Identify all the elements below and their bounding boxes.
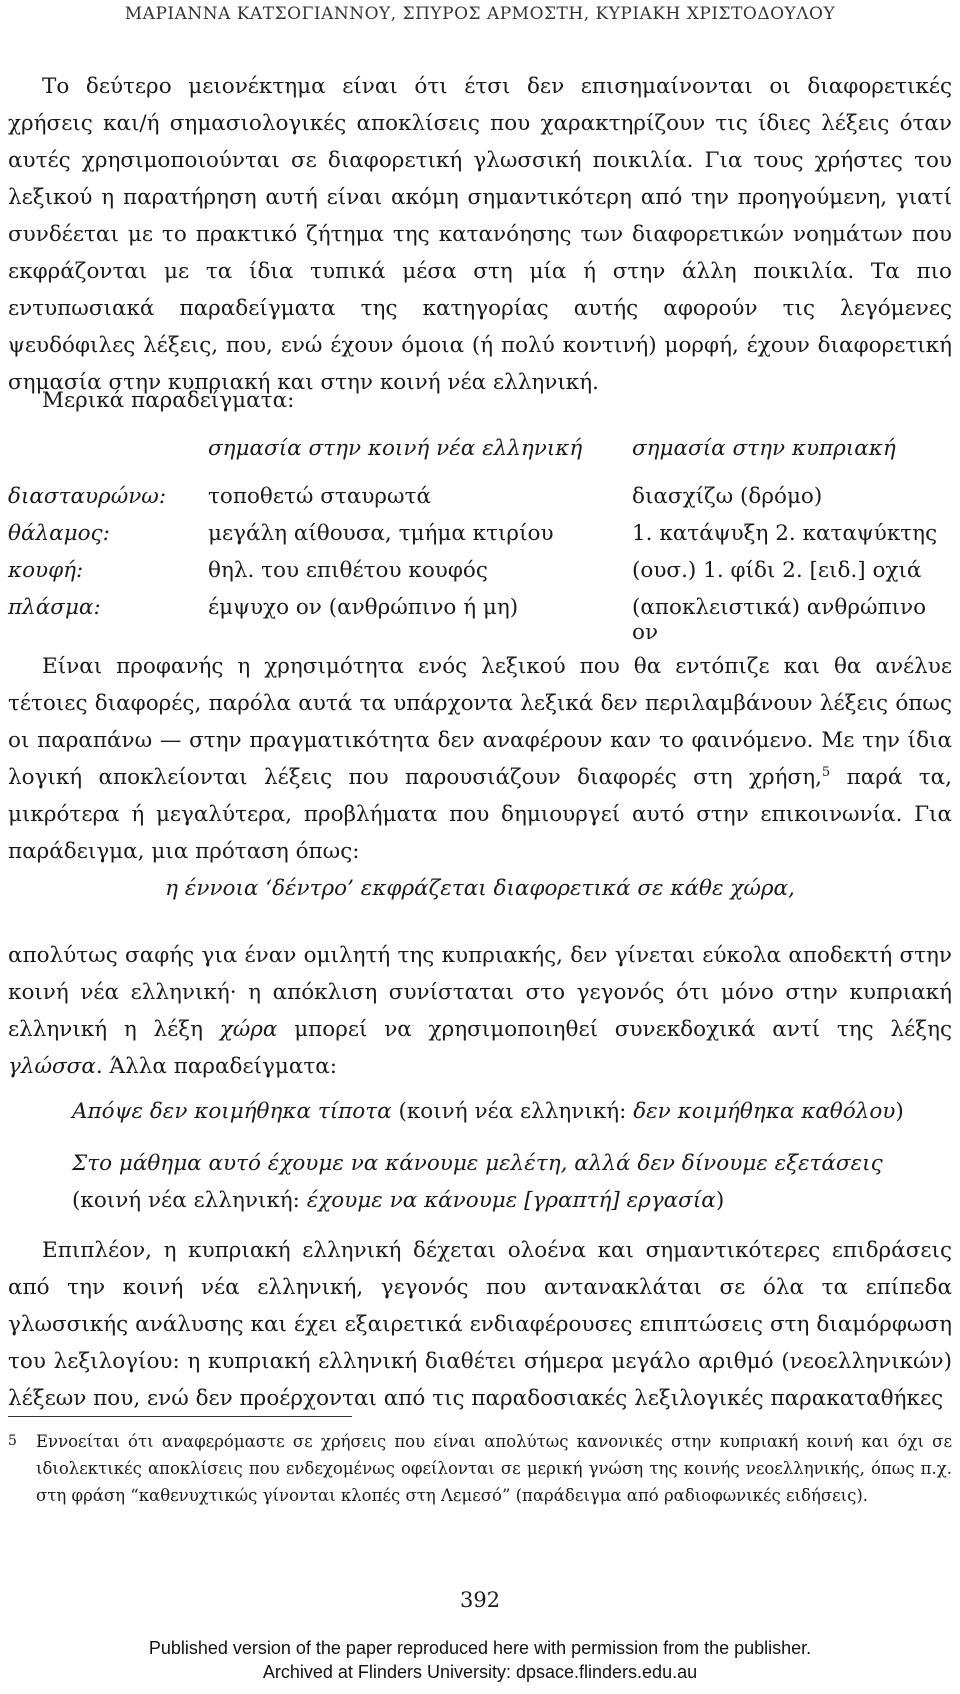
footnote <box>8 1428 952 1509</box>
paragraph-3-part-a: απολύτως σαφής για έναν ομιλητή της κυπριακής, δεν γίνεται εύκολα αποδεκτή στην κοινή νέα ελληνική· η απόκλιση συνίσταται στο γεγονός ότι μόνο στην κυπριακή ελληνική η λέξη <box>8 943 952 1042</box>
table-header-row <box>8 436 952 484</box>
paragraph-2 <box>8 648 952 870</box>
example-1 <box>72 1093 952 1130</box>
paragraph-4 <box>8 1232 952 1417</box>
table-cell-word: διασταυρώνω: <box>8 484 167 509</box>
publisher-notice <box>0 1636 960 1684</box>
paragraph-3-em-1: χώρα <box>219 1017 278 1042</box>
table-cell-cng: θηλ. του επιθέτου κουφός <box>208 558 488 583</box>
paragraph-2-part-a: Είναι προφανής η χρησιμότητα ενός λεξικού που θα εντόπιζε και θα ανέλυε τέτοιες διαφορές, παρόλα αυτά τα υπάρχοντα λεξικά δεν περιλαμβάνουν λέξεις όπως οι παραπάνω — στην πραγματικότητα δεν αναφέρουν καν το φαινόμενο. Με την ίδια λογική αποκλείονται λέξεις που παρουσιάζουν διαφορές στη χρήση, <box>8 654 952 790</box>
table-cell-cy: (αποκλειστικά) ανθρώπινο ον <box>632 595 927 645</box>
example-2-gloss-open: (κοινή νέα ελληνική: <box>72 1188 307 1213</box>
table-cell-cng: έμψυχο ον (ανθρώπινο ή μη) <box>208 595 519 620</box>
table-row <box>8 558 952 595</box>
paragraph-1 <box>8 68 952 401</box>
running-head: ΜΑΡΙΑΝΝΑ ΚΑΤΣΟΓΙΑΝΝΟΥ, ΣΠΥΡΟΣ ΑΡΜΟΣΤΗ, ΚΥΡΙΑΚΗ ΧΡΙΣΤΟΔΟΥΛΟΥ <box>124 4 836 24</box>
table-header-cng: σημασία στην κοινή νέα ελληνική <box>208 436 583 461</box>
table-cell-cng: τοποθετώ σταυρωτά <box>208 484 431 509</box>
paragraph-2-part-b: παρά τα, μικρότερα ή μεγαλύτερα, προβλήματα που δημιουργεί αυτό στην επικοινωνία. Για παράδειγμα, μια πρόταση όπως: <box>8 765 952 864</box>
example-1-sentence: Απόψε δεν κοιμήθηκα τίποτα <box>72 1099 392 1124</box>
page-number: 392 <box>459 1588 501 1612</box>
paragraph-3-text <box>8 937 952 1085</box>
footnote-ref[interactable]: 5 <box>821 764 831 780</box>
example-2-gloss-close: ) <box>715 1188 725 1213</box>
table-cell-cy: (ουσ.) 1. φίδι 2. [ειδ.] οχιά <box>632 558 922 583</box>
example-2-gloss: έχουμε να κάνουμε [γραπτή] εργασία <box>306 1188 716 1213</box>
paragraph-2-text <box>8 648 952 870</box>
example-2 <box>72 1145 952 1219</box>
table-header-cy: σημασία στην κυπριακή <box>632 436 896 461</box>
table-cell-word: θάλαμος: <box>8 521 110 546</box>
paragraph-3-em-2: γλώσσα <box>8 1054 96 1079</box>
table-row <box>8 484 952 521</box>
table-row <box>8 521 952 558</box>
false-friends-table <box>8 436 952 645</box>
table-cell-cng: μεγάλη αίθουσα, τμήμα κτιρίου <box>208 521 554 546</box>
paragraph-1-text: Το δεύτερο μειονέκτημα είναι ότι έτσι δεν επισημαίνονται οι διαφορετικές χρήσεις και/ή σημασιολογικές αποκλίσεις που χαρακτηρίζουν τις ίδιες λέξεις όταν αυτές χρησιμοποιούνται σε διαφορετική γλωσσική ποικιλία. Για τους χρήστες του λεξικού η παρατήρηση αυτή είναι ακόμη σημαντικότερη από την προηγούμενη, γιατί συνδέεται με το πρακτικό ζήτημα της κατανόησης των διαφορετικών νοημάτων που εκφράζονται με τα ίδια τυπικά μέσα στη μία ή στην άλλη ποικιλία. Τα πιο εντυπωσιακά παραδείγματα της κατηγορίας αυτής αφορούν τις λεγόμενες ψευδόφιλες λέξεις, που, ενώ έχουν όμοια (ή πολύ κοντινή) μορφή, έχουν διαφορετική σημασία στην κυπριακή και στην κοινή νέα ελληνική. <box>8 74 952 395</box>
example-2-sentence: Στο μάθημα αυτό έχουμε να κάνουμε μελέτη, αλλά δεν δίνουμε εξετάσεις <box>72 1151 883 1176</box>
example-1-gloss-close: ) <box>895 1099 904 1124</box>
centered-example: η έννοια ‘δέντρο’ εκφράζεται διαφορετικά σε κάθε χώρα, <box>165 876 795 901</box>
publisher-notice-line-2: Archived at Flinders University: dpsace.flinders.edu.au <box>262 1662 698 1682</box>
footnote-number: 5 <box>8 1433 17 1449</box>
paragraph-3-part-b: μπορεί να χρησιμοποιηθεί συνεκδοχικά αντί της λέξης <box>277 1017 953 1042</box>
examples-label: Μερικά παραδείγματα: <box>42 388 295 413</box>
table-row <box>8 595 952 645</box>
example-1-gloss-open: (κοινή νέα ελληνική: <box>391 1099 634 1124</box>
table-cell-cy: 1. κατάψυξη 2. καταψύκτης <box>632 521 938 546</box>
table-cell-cy: διασχίζω (δρόμο) <box>632 484 823 509</box>
table-cell-word: πλάσμα: <box>8 595 101 620</box>
footnote-text: Εννοείται ότι αναφερόμαστε σε χρήσεις που είναι απολύτως κανονικές στην κυπριακή κοινή και όχι σε ιδιολεκτικές αποκλίσεις που ενδεχομένως οφείλονται σε μερική γνώση της κοινής νεοελληνικής, όπως π.χ. στη φράση “καθενυχτικώς γίνονται κλοπές στη Λεμεσό” (παράδειγμα από ραδιοφωνικές ειδήσεις). <box>36 1432 952 1505</box>
footnote-divider <box>8 1416 352 1417</box>
paragraph-4-text: Επιπλέον, η κυπριακή ελληνική δέχεται ολοένα και σημαντικότερες επιδράσεις από την κοινή νέα ελληνική, γεγονός που αντανακλάται σε όλα τα επίπεδα γλωσσικής ανάλυσης και έχει εξαιρετικά ενδιαφέρουσες επιπτώσεις στη διαμόρφωση του λεξιλογίου: η κυπριακή ελληνική διαθέτει σήμερα μεγάλο αριθμό (νεοελληνικών) λέξεων που, ενώ δεν προέρχονται από τις παραδοσιακές λεξιλογικές παρακαταθήκες <box>8 1238 952 1411</box>
paragraph-3 <box>8 937 952 1085</box>
table-cell-word: κουφή: <box>8 558 84 583</box>
table-header-empty <box>8 436 208 484</box>
paragraph-3-part-c: . Άλλα παραδείγματα: <box>95 1054 338 1079</box>
publisher-notice-line-1: Published version of the paper reproduced here with permission from the publisher. <box>148 1638 812 1658</box>
example-1-gloss: δεν κοιμήθηκα καθόλου <box>633 1099 896 1124</box>
